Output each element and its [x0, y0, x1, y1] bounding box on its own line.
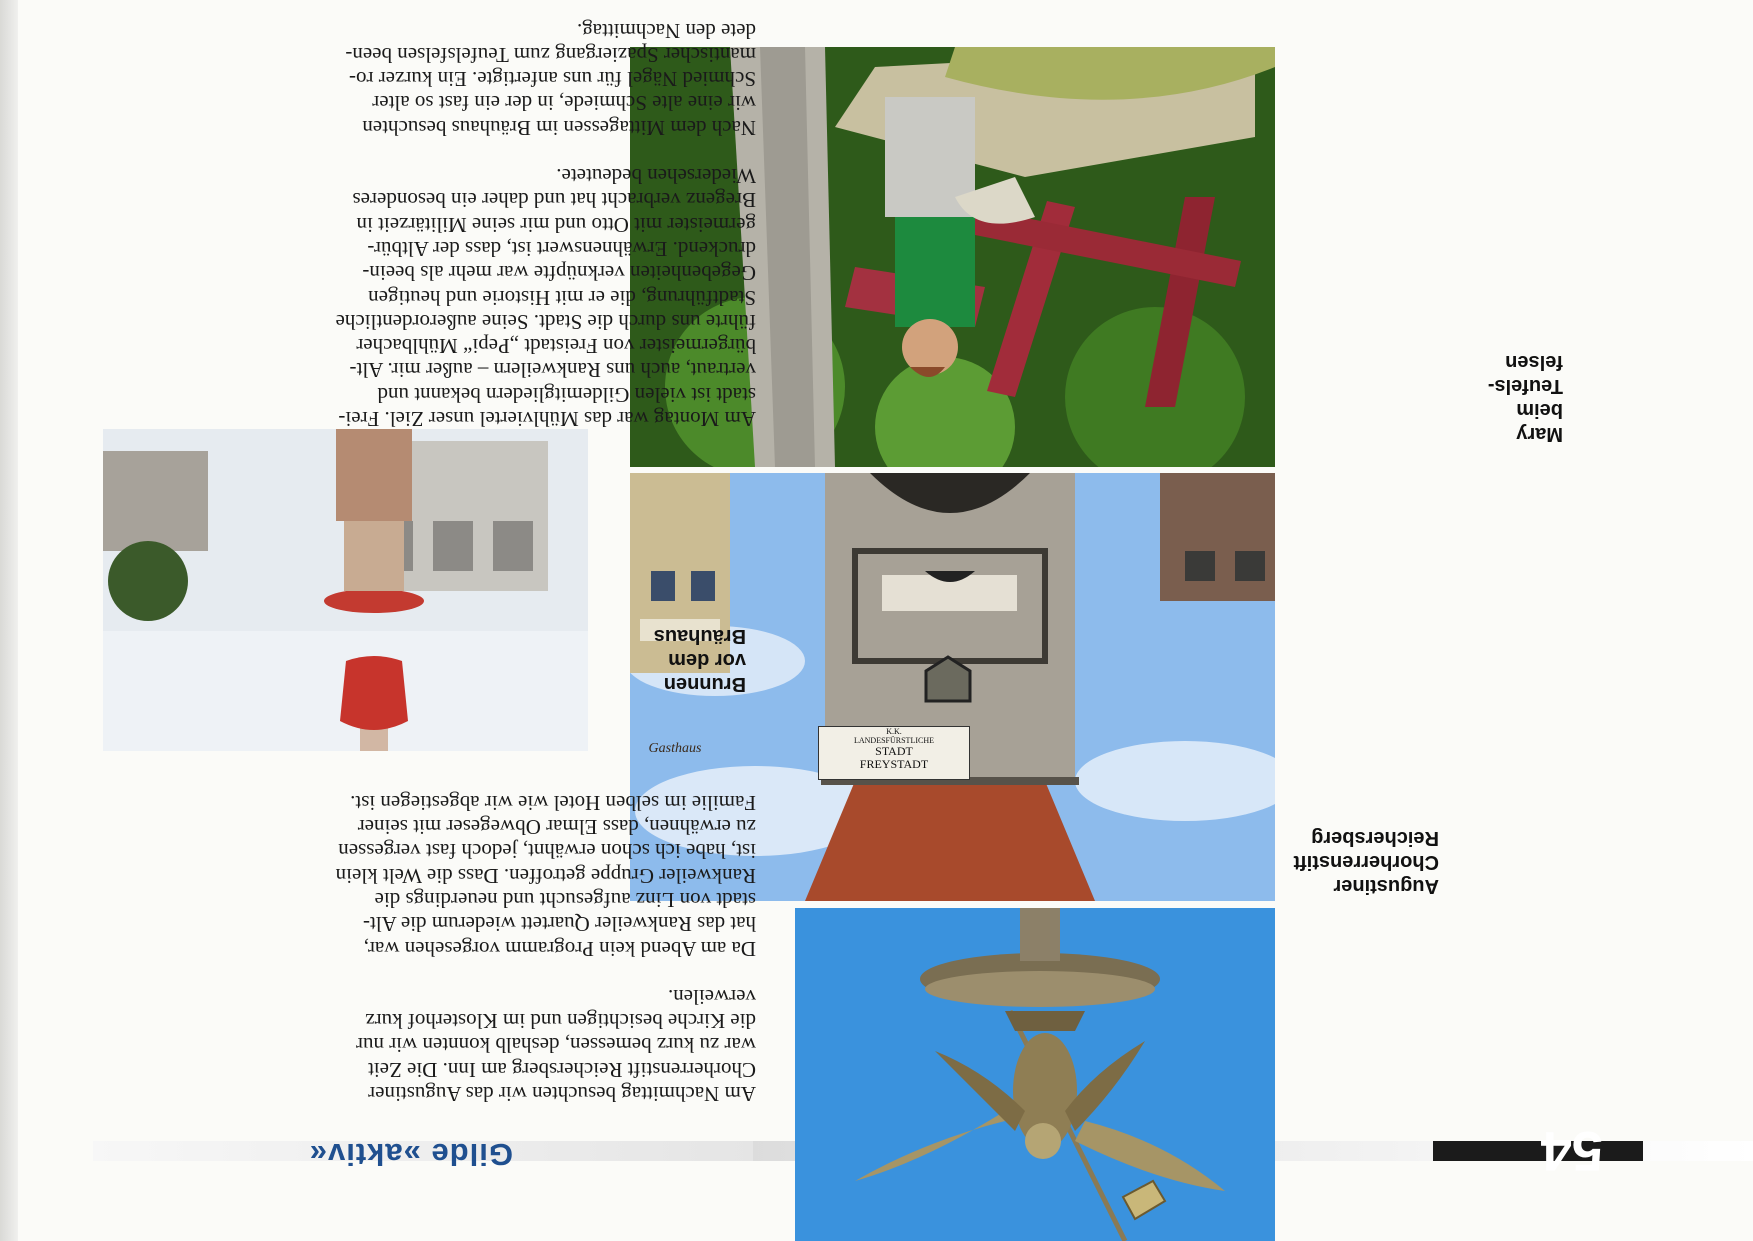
- brunnen-illustration: [103, 429, 588, 751]
- caption-line: Reichersberg: [1311, 827, 1439, 849]
- text-line: dete den Nachmittag.: [576, 18, 756, 43]
- photo-reichersberg-statue: [795, 908, 1275, 1241]
- text-line: Gegebenheiten verknüpfte war mehr als beein-: [362, 261, 756, 286]
- text-line: Bregenz verbracht hat und daher ein besonderes: [352, 188, 756, 213]
- sign-line-4: FREYSTADT: [859, 757, 929, 771]
- caption-reichersberg: [1293, 826, 1439, 898]
- text-line: die Kirche besichtigen und im Klosterhof kurz: [365, 1009, 756, 1034]
- text-line: verweilen.: [667, 984, 756, 1009]
- town-sign: [818, 726, 970, 780]
- text-line: vertraut, auch uns Rankweilern – außer mir. Alt-: [349, 358, 756, 383]
- sign-line-2: LANDESFÜRSTLICHE: [853, 736, 934, 745]
- body-column-lower: [101, 18, 756, 431]
- paragraph-freistadt: [101, 164, 756, 431]
- text-line: Wiedersehen bedeutete.: [556, 164, 756, 189]
- caption-teufelsfelsen: [1488, 350, 1563, 446]
- sign-line-1: K.K.: [886, 727, 902, 736]
- page-number-bar: [1433, 1141, 1643, 1161]
- text-line: Nach dem Mittagessen im Bräuhaus besuchten: [362, 115, 756, 140]
- caption-line: beim: [1516, 399, 1563, 421]
- text-line: mantischer Spaziergang zum Teufelsfelsen been-: [345, 42, 756, 67]
- text-line: Am Montag war das Mühlviertel unser Ziel. Frei-: [338, 407, 756, 431]
- paragraph-reichersberg: [101, 985, 756, 1106]
- caption-line: Bräuhaus: [653, 625, 746, 647]
- facade-lettering: Gasthaus: [648, 741, 702, 756]
- text-line: Da am Abend kein Programm vorgesehen war,: [363, 936, 756, 961]
- sign-line-3: STADT: [875, 744, 913, 758]
- paragraph-linz-evening: [101, 790, 756, 960]
- photo-brunnen: [103, 429, 588, 751]
- text-line: war zu kurz bemessen, deshalb konnten wir nur: [355, 1033, 756, 1058]
- paragraph-schmiede: [101, 18, 756, 139]
- text-line: stadt von Linz aufgesucht und neuerdings die: [374, 887, 756, 912]
- text-line: zu erwähnen, dass Elmar Obwegeser mit seiner: [357, 815, 756, 840]
- text-line: Rankweiler Gruppe getroffen. Dass die Welt klein: [335, 863, 756, 888]
- text-line: wir eine alte Schmiede, in der ein fast so alter: [372, 91, 756, 116]
- caption-line: felsen: [1505, 351, 1563, 373]
- caption-line: vor dem: [668, 649, 746, 671]
- page-edge: [0, 0, 18, 1241]
- text-line: Schmied Nägel für uns anfertigte. Ein kurzer ro-: [348, 67, 756, 92]
- text-line: führte uns durch die Stadt. Seine außerordentliche: [335, 309, 756, 334]
- caption-line: Brunnen: [663, 673, 746, 695]
- text-line: Familie im selben Hotel wie wir abgestiegen ist.: [350, 790, 756, 815]
- text-line: bürgermeister von Freistadt „Pepi“ Mühlbacher: [356, 334, 756, 359]
- caption-line: Mary: [1516, 423, 1563, 445]
- caption-line: Chorherrenstift: [1293, 851, 1439, 873]
- caption-line: Augustiner: [1333, 875, 1439, 897]
- text-line: ist, habe ich schon erwähnt, jedoch fast vergessen: [338, 839, 756, 864]
- text-line: druckend. Erwähnenswert ist, dass der Altbür-: [367, 236, 756, 261]
- statue-illustration: [795, 908, 1275, 1241]
- text-line: germeister mit Otto und mir seine Militärzeit in: [356, 212, 756, 237]
- caption-line: Teufels-: [1487, 375, 1563, 397]
- text-line: Am Nachmittag besuchten wir das Augustiner: [368, 1082, 756, 1106]
- text-line: hat das Rankweiler Quartett wiederum die Alt-: [362, 912, 756, 937]
- page-number: 54: [1540, 1120, 1603, 1183]
- caption-brunnen: [654, 624, 746, 696]
- text-line: Chorherrenstift Reichersberg am Inn. Die Zeit: [368, 1057, 756, 1082]
- text-line: Stadtführung, die er mit Historie und heutigen: [368, 285, 756, 310]
- text-line: stadt ist vielen Gildemitgliedern bekannt und: [377, 382, 756, 407]
- body-column-upper: [101, 790, 756, 1106]
- section-title: Gilde »aktiv«: [308, 1137, 513, 1172]
